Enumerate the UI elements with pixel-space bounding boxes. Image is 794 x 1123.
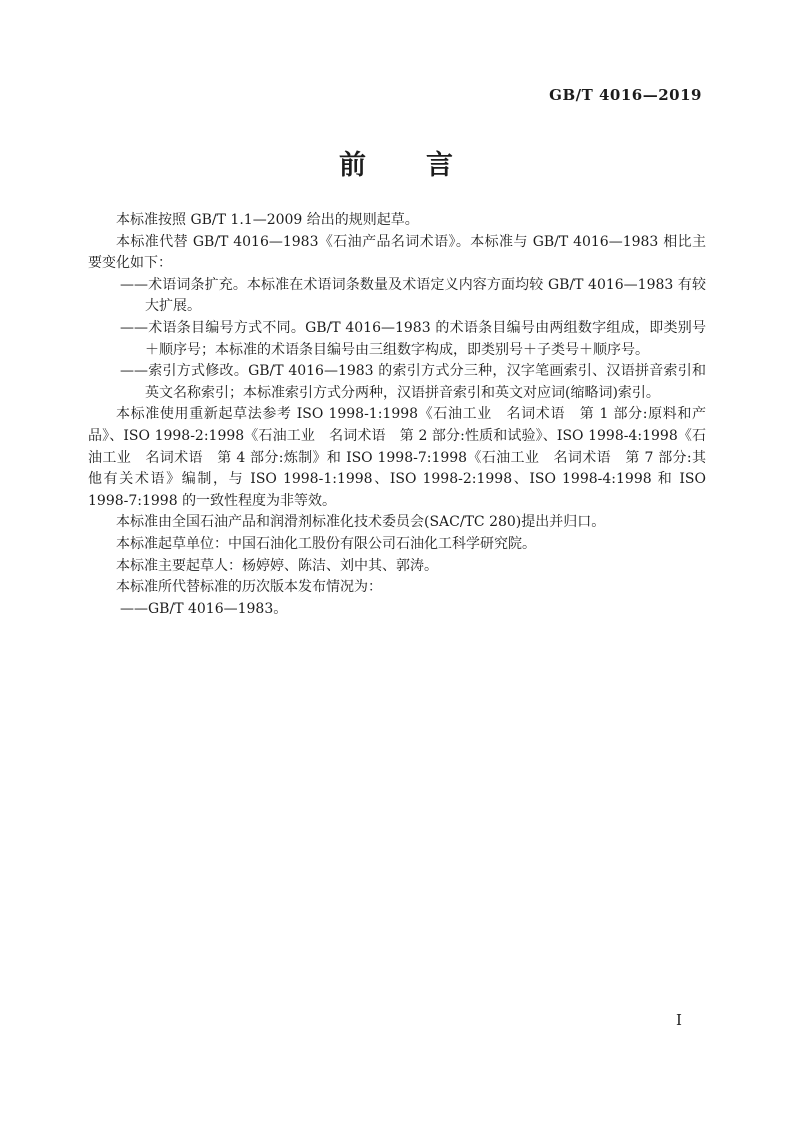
foreword-paragraph: 本标准起草单位：中国石油化工股份有限公司石油化工科学研究院。: [116, 535, 536, 552]
foreword-body: [88, 210, 706, 620]
foreword-paragraph: 本标准所代替标准的历次版本发布情况为：: [116, 579, 382, 596]
foreword-paragraph: 本标准使用重新起草法参考 ISO 1998-1:1998《石油工业 名词术语 第 1 部分:原料和产品》、ISO 1998-2:1998《石油工业 名词术语 第 2 部分:性质和试验》、ISO 1998-4:1998《石油工业 名词术语 第 4 部分:炼制》和 ISO 1998-7:1998《石油工业 名词术语 第 7 部分:其他有关术语》编制，与 ISO 1998-1:1998、ISO 1998-2:1998、ISO 1998-4:1998 和 ISO 1998-7:1998 的一致性程度为非等效。: [88, 406, 706, 509]
page-title: 前 言: [339, 150, 455, 181]
standard-code-header: GB/T 4016—2019: [549, 86, 702, 104]
foreword-paragraph: 本标准代替 GB/T 4016—1983《石油产品名词术语》。本标准与 GB/T 4016—1983 相比主要变化如下：: [88, 233, 706, 272]
foreword-dash-item: ——术语词条扩充。本标准在术语词条数量及术语定义内容方面均较 GB/T 4016—1983 有较大扩展。: [120, 276, 706, 315]
foreword-paragraph: 本标准由全国石油产品和润滑剂标准化技术委员会(SAC/TC 280)提出并归口。: [116, 514, 606, 531]
foreword-dash-item: ——GB/T 4016—1983。: [120, 600, 288, 617]
foreword-dash-item: ——索引方式修改。GB/T 4016—1983 的索引方式分三种，汉字笔画索引、汉语拼音索引和英文名称索引；本标准索引方式分两种，汉语拼音索引和英文对应词(缩略词)索引。: [120, 363, 706, 401]
page-number: I: [676, 1011, 682, 1029]
foreword-paragraph: 本标准按照 GB/T 1.1—2009 给出的规则起草。: [116, 212, 419, 228]
foreword-paragraph: 本标准主要起草人：杨婷婷、陈洁、刘中其、郭涛。: [116, 557, 438, 574]
foreword-dash-item: ——术语条目编号方式不同。GB/T 4016—1983 的术语条目编号由两组数字组成，即类别号＋顺序号；本标准的术语条目编号由三组数字构成，即类别号＋子类号＋顺序号。: [120, 319, 706, 358]
